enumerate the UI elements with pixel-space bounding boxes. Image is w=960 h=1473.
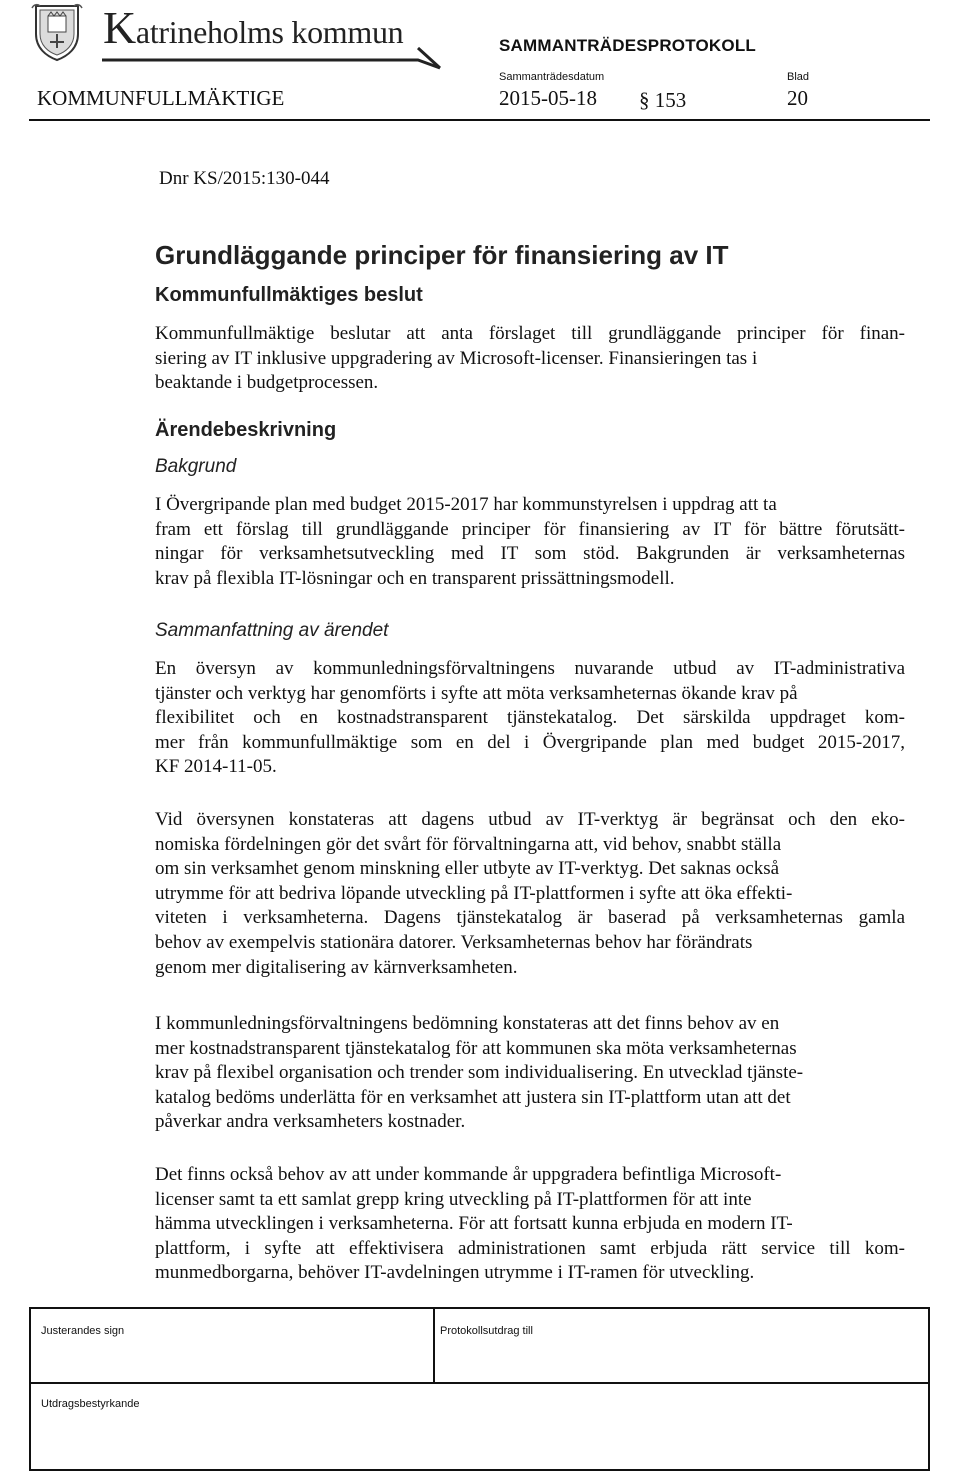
text-line: Det finns också behov av att under kommande år uppgradera befintliga Microsoft- <box>155 1164 782 1185</box>
text-line: Kommunfullmäktige beslutar att anta förslaget till grundläggande principer för finan- <box>155 323 905 344</box>
text-line: mer kostnadstransparent tjänstekatalog för att kommunen ska möta verksamheternas <box>155 1037 797 1059</box>
text-line: ningar för verksamhetsutveckling med IT som stöd. Bakgrunden är verksamheternas <box>155 543 905 565</box>
protocol-title: SAMMANTRÄDESPROTOKOLL <box>499 36 756 55</box>
text-line: siering av IT inklusive uppgradering av Microsoft-licenser. Finansieringen tas i <box>155 347 758 369</box>
text-line: munmedborgarna, behöver IT-avdelningen utrymme i IT-ramen för utveckling. <box>155 1262 755 1284</box>
summary-paragraph-4 <box>155 1163 905 1286</box>
signature-box-divider-vertical <box>433 1307 435 1383</box>
text-line: krav på flexibel organisation och trender som individualisering. En utvecklad tjänste- <box>155 1062 804 1084</box>
text-line: plattform, i syfte att effektivisera administrationen samt erbjuda rätt service till kom- <box>155 1237 905 1259</box>
decision-heading: Kommunfullmäktiges beslut <box>155 284 423 306</box>
text-line: En översyn av kommunledningsförvaltningens nuvarande utbud av IT-administrativa <box>155 658 905 679</box>
meeting-date: 2015-05-18 <box>499 86 597 110</box>
decision-paragraph <box>155 322 905 396</box>
text-line: I Övergripande plan med budget 2015-2017 har kommunstyrelsen i uppdrag att ta <box>155 494 777 515</box>
text-line: fram ett förslag till grundläggande principer för finansiering av IT för bättre förutsätt- <box>155 518 905 540</box>
text-line: licenser samt ta ett samlat grepp kring utveckling på IT-plattformen för att inte <box>155 1188 752 1210</box>
summary-paragraph-3 <box>155 1012 905 1135</box>
signature-box-divider-horizontal <box>29 1382 930 1384</box>
text-line: I kommunledningsförvaltningens bedömning konstateras att det finns behov av en <box>155 1013 780 1034</box>
text-line: nomiska fördelningen gör det svårt för förvaltningarna att, vid behov, snabbt ställa <box>155 833 782 855</box>
municipality-coat-of-arms-icon <box>28 2 86 62</box>
text-line: katalog bedöms underlätta för en verksamhet att justera sin IT-plattform utan att det <box>155 1086 791 1108</box>
page-label: Blad <box>787 71 810 83</box>
assembly-name: KOMMUNFULLMÄKTIGE <box>37 86 285 110</box>
background-paragraph <box>155 493 905 591</box>
text-line: om sin verksamhet genom minskning eller utbyte av IT-verktyg. Det saknas också <box>155 858 780 880</box>
case-description-heading: Ärendebeskrivning <box>155 419 337 441</box>
summary-heading: Sammanfattning av ärendet <box>155 620 389 641</box>
background-heading: Bakgrund <box>155 456 237 477</box>
text-line: behov av exempelvis stationära datorer. Verksamheternas behov har förändrats <box>155 931 753 953</box>
text-line: viteten i verksamheterna. Dagens tjänstekatalog är baserad på verksamheternas gamla <box>155 907 905 929</box>
logo-swoosh-line <box>100 44 445 70</box>
text-line: mer från kommunfullmäktige som en del i Övergripande plan med budget 2015-2017, <box>155 731 905 753</box>
text-line: utrymme för att bedriva löpande utveckling på IT-plattformen i syfte att öka effekti- <box>155 882 793 904</box>
extract-certification-label: Utdragsbestyrkande <box>41 1398 140 1410</box>
page-number: 20 <box>787 86 808 110</box>
text-line: flexibilitet och en kostnadstransparent tjänstekatalog. Det särskilda uppdraget kom- <box>155 707 905 729</box>
meeting-date-label: Sammanträdesdatum <box>499 71 605 83</box>
paragraph-number: § 153 <box>639 88 687 112</box>
protocol-extract-label: Protokollsutdrag till <box>440 1325 533 1337</box>
text-line: Vid översynen konstateras att dagens utbud av IT-verktyg är begränsat och den eko- <box>155 809 905 830</box>
text-line: krav på flexibla IT-lösningar och en transparent prissättningsmodell. <box>155 567 675 589</box>
municipality-name: Katrineholms kommun <box>103 2 404 53</box>
text-line: KF 2014-11-05. <box>155 756 277 778</box>
text-line: tjänster och verktyg har genomförts i syfte att möta verksamheternas ökande krav på <box>155 682 798 704</box>
page-title: Grundläggande principer för finansiering av IT <box>155 240 729 270</box>
text-line: beaktande i budgetprocessen. <box>155 372 379 394</box>
text-line: påverkar andra verksamheters kostnader. <box>155 1111 466 1133</box>
header-divider <box>29 119 930 121</box>
text-line: hämma utvecklingen i verksamheterna. För att fortsatt kunna erbjuda en modern IT- <box>155 1213 793 1235</box>
case-number: Dnr KS/2015:130-044 <box>159 168 330 189</box>
text-line: genom mer digitalisering av kärnverksamheten. <box>155 956 518 978</box>
summary-paragraph-2 <box>155 808 905 980</box>
summary-paragraph-1 <box>155 657 905 780</box>
adjuster-signature-label: Justerandes sign <box>41 1325 125 1337</box>
